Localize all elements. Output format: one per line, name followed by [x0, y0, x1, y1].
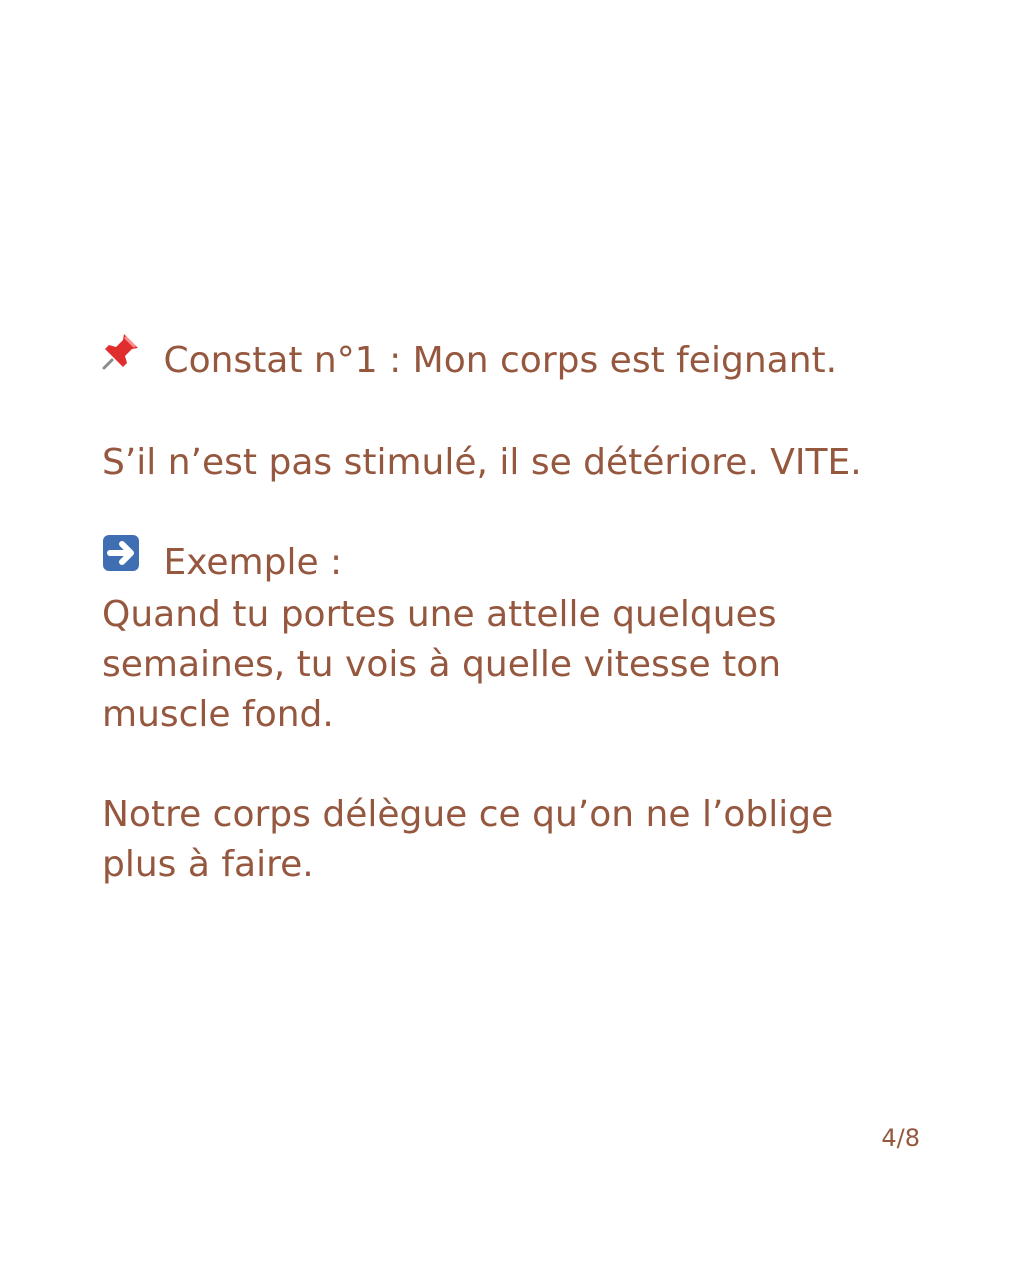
example-line-3: muscle fond.: [102, 694, 334, 735]
spacer: [102, 388, 922, 438]
heading-text: Constat n°1 : Mon corps est feignant.: [163, 340, 838, 381]
example-line-2: semaines, tu vois à quelle vitesse ton: [102, 644, 782, 685]
heading-line: [102, 336, 922, 388]
pushpin-icon: [102, 332, 140, 384]
page-number: 4/8: [881, 1124, 920, 1152]
slide-content: [102, 336, 922, 890]
conclusion-line-2: plus à faire.: [102, 844, 314, 885]
example-line-1: Quand tu portes une attelle quelques: [102, 594, 777, 635]
spacer: [102, 740, 922, 790]
statement-line: S’il n’est pas stimulé, il se détériore. VITE.: [102, 442, 862, 483]
example-label: Exemple :: [163, 542, 343, 583]
right-arrow-icon: [102, 534, 140, 586]
spacer: [102, 488, 922, 538]
example-heading: [102, 538, 922, 590]
conclusion-line-1: Notre corps délègue ce qu’on ne l’oblige: [102, 794, 834, 835]
